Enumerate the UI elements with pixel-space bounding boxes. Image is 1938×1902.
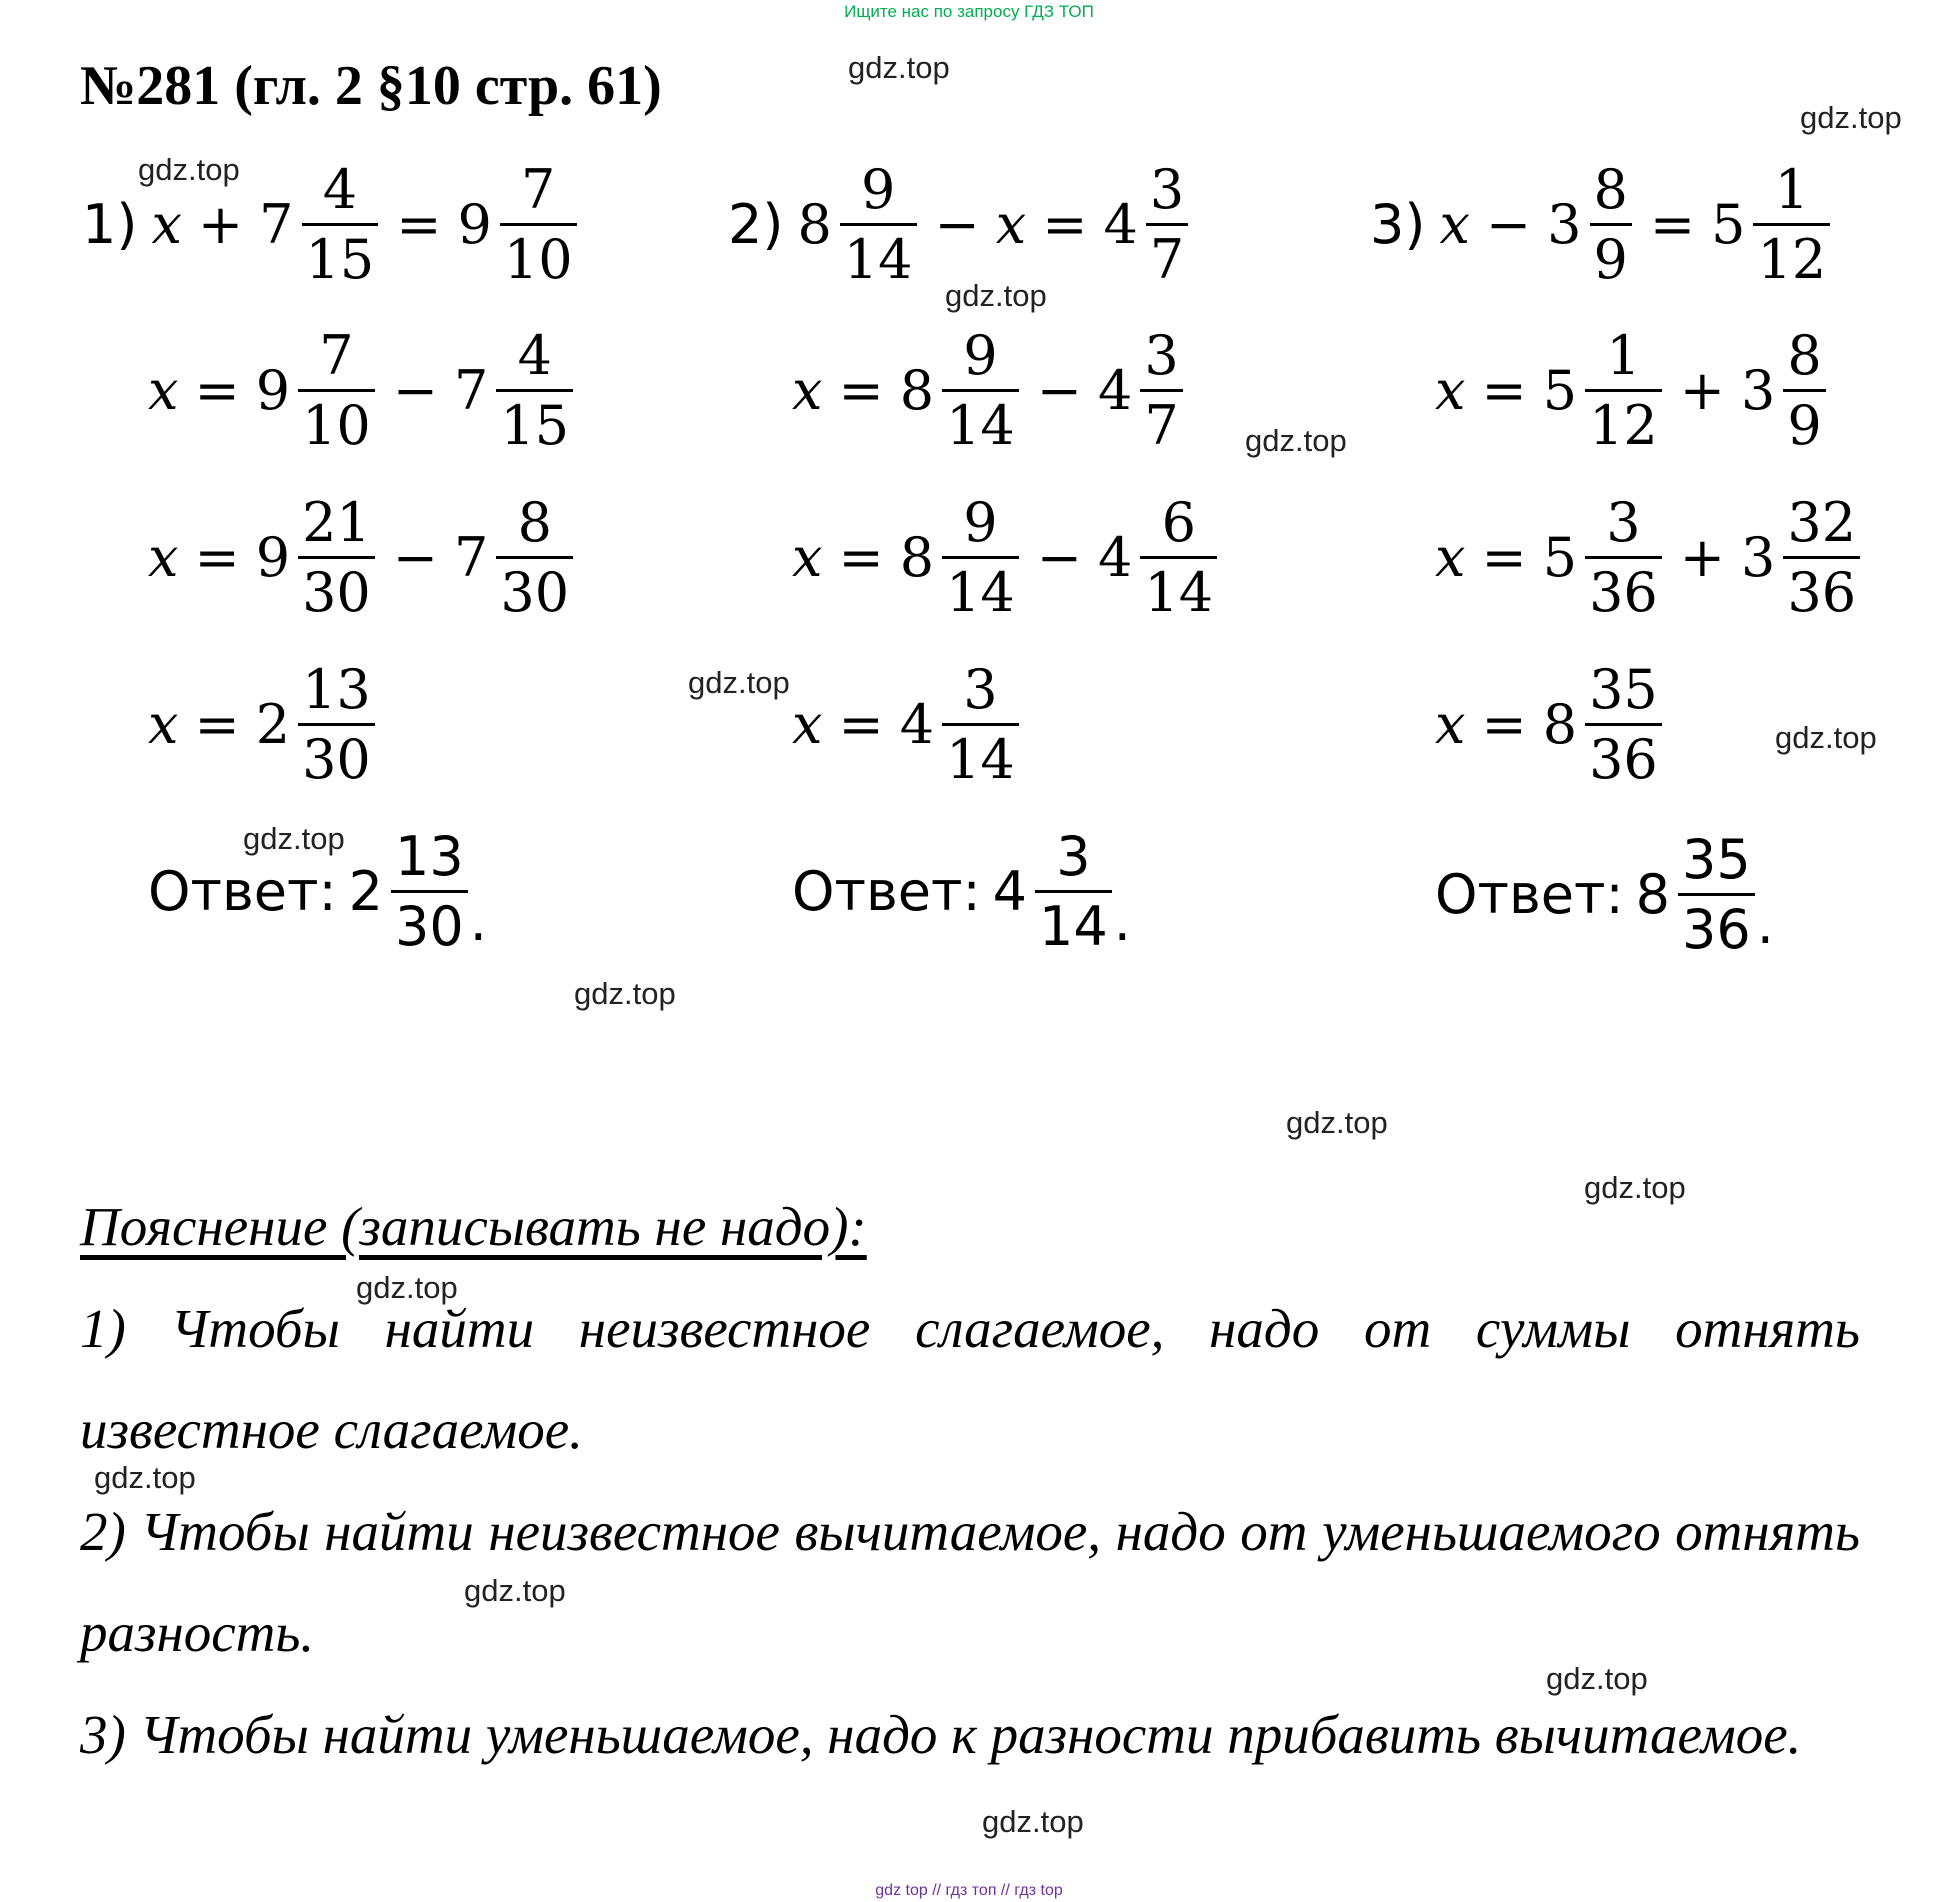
denominator: 30 xyxy=(500,561,570,625)
problem-2-result xyxy=(792,660,1021,790)
whole-part: 4 xyxy=(1098,525,1133,589)
numerator: 8 xyxy=(1787,324,1822,387)
denominator: 14 xyxy=(946,728,1015,792)
whole-part: 8 xyxy=(899,358,935,422)
denominator: 10 xyxy=(503,228,573,292)
fraction-bar xyxy=(496,389,573,392)
watermark: gdz.top xyxy=(1546,1661,1648,1696)
variable-x: x xyxy=(995,192,1027,256)
whole-part: 5 xyxy=(1711,192,1746,256)
fraction xyxy=(391,827,468,957)
variable-x: x xyxy=(792,525,823,589)
page-title: №281 (гл. 2 §10 стр. 61) xyxy=(80,55,662,117)
equals: = xyxy=(194,358,240,422)
denominator: 7 xyxy=(1144,394,1179,458)
variable-x: x xyxy=(1439,192,1470,256)
denominator: 10 xyxy=(302,394,371,458)
watermark: gdz.top xyxy=(1775,720,1877,755)
equals: = xyxy=(194,692,240,756)
operator: − xyxy=(392,358,439,422)
fraction-bar xyxy=(298,723,375,726)
numerator: 3 xyxy=(963,658,998,721)
period: . xyxy=(1756,892,1774,956)
fraction xyxy=(298,660,375,790)
problem-1-answer xyxy=(148,827,487,957)
numerator: 13 xyxy=(395,825,464,888)
fraction-bar xyxy=(391,890,468,893)
fraction-bar xyxy=(1585,556,1662,559)
answer-label: Ответ: xyxy=(148,859,337,923)
denominator: 36 xyxy=(1589,728,1658,792)
problem-label: 1) xyxy=(82,192,138,256)
whole-part: 4 xyxy=(1103,192,1138,256)
problem-2-step-2 xyxy=(792,493,1219,623)
whole-part: 2 xyxy=(348,859,384,923)
problem-3-step-1 xyxy=(1435,326,1828,456)
fraction-bar xyxy=(1783,389,1825,392)
whole-part: 4 xyxy=(1098,358,1133,422)
numerator: 3 xyxy=(1056,825,1091,888)
operator: + xyxy=(1679,525,1726,589)
denominator: 14 xyxy=(1144,561,1214,625)
denominator: 36 xyxy=(1682,898,1751,962)
denominator: 15 xyxy=(305,228,375,292)
whole-part: 4 xyxy=(992,859,1028,923)
numerator: 3 xyxy=(1144,324,1179,387)
fraction xyxy=(942,660,1019,790)
problem-1-result xyxy=(148,660,377,790)
explanation-item-3: 3) Чтобы найти уменьшаемое, надо к разности прибавить вычитаемое. xyxy=(80,1704,1802,1765)
equals: = xyxy=(1649,192,1696,256)
denominator: 14 xyxy=(946,394,1015,458)
fraction-bar xyxy=(1783,556,1860,559)
denominator: 12 xyxy=(1589,394,1658,458)
variable-x: x xyxy=(148,358,179,422)
operator: − xyxy=(1485,192,1532,256)
whole-part: 3 xyxy=(1741,358,1776,422)
variable-x: x xyxy=(1435,358,1466,422)
numerator: 7 xyxy=(521,158,556,221)
numerator: 4 xyxy=(322,158,358,221)
denominator: 36 xyxy=(1589,561,1658,625)
fraction-bar xyxy=(298,556,375,559)
fraction xyxy=(1753,160,1830,290)
period: . xyxy=(1113,889,1131,953)
whole-part: 8 xyxy=(899,525,935,589)
whole-part: 7 xyxy=(454,525,489,589)
variable-x: x xyxy=(1435,692,1466,756)
answer-label: Ответ: xyxy=(1435,862,1624,926)
explanation-heading: Пояснение (записывать не надо): xyxy=(80,1196,867,1257)
fraction xyxy=(496,326,573,456)
whole-part: 4 xyxy=(899,692,935,756)
numerator: 35 xyxy=(1682,828,1751,891)
fraction xyxy=(500,160,577,290)
numerator: 35 xyxy=(1589,658,1658,721)
fraction xyxy=(1035,827,1112,957)
problem-1-equation xyxy=(82,160,579,290)
watermark: gdz.top xyxy=(464,1573,566,1608)
watermark: gdz.top xyxy=(982,1804,1084,1839)
answer-label: Ответ: xyxy=(792,859,981,923)
fraction xyxy=(1140,326,1182,456)
variable-x: x xyxy=(792,692,823,756)
variable-x: x xyxy=(151,192,182,256)
numerator: 8 xyxy=(1593,158,1628,221)
fraction-bar xyxy=(840,223,917,226)
fraction xyxy=(1678,830,1755,960)
operator: − xyxy=(1036,358,1083,422)
footer: gdz top // гдз топ // гдз top xyxy=(875,1882,1063,1899)
watermark: gdz.top xyxy=(243,821,345,856)
numerator: 3 xyxy=(1606,491,1641,554)
fraction xyxy=(840,160,917,290)
equals: = xyxy=(396,192,442,256)
problem-3-answer xyxy=(1435,830,1774,960)
fraction xyxy=(1140,493,1217,623)
whole-part: 8 xyxy=(1542,692,1578,756)
problem-3-result xyxy=(1435,660,1664,790)
whole-part: 2 xyxy=(255,692,291,756)
equals: = xyxy=(194,525,240,589)
denominator: 30 xyxy=(302,728,371,792)
whole-part: 8 xyxy=(1635,862,1671,926)
explanation-item-2: 2) Чтобы найти неизвестное вычитаемое, надо от уменьшаемого отнять разность. xyxy=(80,1501,1860,1663)
watermark: gdz.top xyxy=(848,50,950,85)
fraction-bar xyxy=(496,556,573,559)
watermark: gdz.top xyxy=(688,665,790,700)
problem-label: 3) xyxy=(1370,192,1426,256)
fraction-bar xyxy=(1590,223,1632,226)
fraction xyxy=(302,160,379,290)
numerator: 6 xyxy=(1161,491,1196,554)
whole-part: 9 xyxy=(255,525,291,589)
explanation-item-1: 1) Чтобы найти неизвестное слагаемое, надо от суммы отнять известное слагаемое. xyxy=(80,1298,1860,1460)
numerator: 1 xyxy=(1606,324,1641,387)
fraction xyxy=(1783,493,1860,623)
numerator: 1 xyxy=(1774,158,1810,221)
operator: + xyxy=(197,192,244,256)
fraction xyxy=(942,493,1019,623)
equals: = xyxy=(1481,358,1527,422)
fraction-bar xyxy=(1140,556,1217,559)
numerator: 21 xyxy=(302,491,371,554)
operator: − xyxy=(1036,525,1083,589)
operator: − xyxy=(392,525,439,589)
fraction xyxy=(298,493,375,623)
equals: = xyxy=(838,525,884,589)
fraction-bar xyxy=(942,723,1019,726)
denominator: 9 xyxy=(1787,394,1822,458)
equals: = xyxy=(838,358,884,422)
equals: = xyxy=(838,692,884,756)
denominator: 9 xyxy=(1593,228,1628,292)
watermark: gdz.top xyxy=(94,1460,196,1495)
period: . xyxy=(469,889,487,953)
whole-part: 3 xyxy=(1741,525,1776,589)
problem-3-equation xyxy=(1370,160,1832,290)
equals: = xyxy=(1481,525,1527,589)
watermark: gdz.top xyxy=(356,1270,458,1305)
numerator: 8 xyxy=(517,491,552,554)
top-note: Ищите нас по запросу ГДЗ ТОП xyxy=(844,2,1094,21)
problem-3-step-2 xyxy=(1435,493,1862,623)
fraction-bar xyxy=(942,556,1019,559)
numerator: 4 xyxy=(517,324,552,387)
fraction xyxy=(1146,160,1188,290)
watermark: gdz.top xyxy=(945,278,1047,313)
fraction xyxy=(1783,326,1825,456)
fraction-bar xyxy=(1753,223,1830,226)
watermark: gdz.top xyxy=(1286,1105,1388,1140)
problem-2-equation xyxy=(728,160,1190,290)
denominator: 30 xyxy=(395,895,464,959)
variable-x: x xyxy=(148,692,179,756)
equals: = xyxy=(1042,192,1088,256)
watermark: gdz.top xyxy=(1245,423,1347,458)
fraction-bar xyxy=(1146,223,1188,226)
denominator: 7 xyxy=(1149,228,1185,292)
fraction xyxy=(1585,326,1662,456)
fraction-bar xyxy=(1585,389,1662,392)
fraction-bar xyxy=(1678,893,1755,896)
problem-2-step-1 xyxy=(792,326,1185,456)
numerator: 13 xyxy=(302,658,371,721)
fraction-bar xyxy=(1035,890,1112,893)
fraction-bar xyxy=(1140,389,1182,392)
fraction-bar xyxy=(298,389,375,392)
denominator: 14 xyxy=(946,561,1015,625)
denominator: 14 xyxy=(1039,895,1108,959)
whole-part: 9 xyxy=(255,358,291,422)
variable-x: x xyxy=(1435,525,1466,589)
problem-2-answer xyxy=(792,827,1131,957)
watermark: gdz.top xyxy=(1584,1170,1686,1205)
fraction-bar xyxy=(942,389,1019,392)
watermark: gdz.top xyxy=(138,152,240,187)
problem-1-step-1 xyxy=(148,326,575,456)
numerator: 9 xyxy=(860,158,896,221)
whole-part: 3 xyxy=(1547,192,1582,256)
variable-x: x xyxy=(148,525,179,589)
fraction-bar xyxy=(1585,723,1662,726)
denominator: 12 xyxy=(1757,228,1827,292)
numerator: 9 xyxy=(963,324,998,387)
variable-x: x xyxy=(792,358,823,422)
fraction xyxy=(1585,493,1662,623)
whole-part: 7 xyxy=(259,192,294,256)
denominator: 30 xyxy=(302,561,371,625)
problem-1-step-2 xyxy=(148,493,575,623)
whole-part: 5 xyxy=(1542,525,1578,589)
denominator: 36 xyxy=(1787,561,1857,625)
fraction xyxy=(942,326,1019,456)
fraction xyxy=(496,493,573,623)
problem-label: 2) xyxy=(728,192,784,256)
equals: = xyxy=(1481,692,1527,756)
whole-part: 9 xyxy=(457,192,492,256)
whole-part: 7 xyxy=(454,358,489,422)
fraction xyxy=(298,326,375,456)
whole-part: 5 xyxy=(1542,358,1578,422)
numerator: 7 xyxy=(319,324,354,387)
operator: − xyxy=(934,192,980,256)
denominator: 14 xyxy=(843,228,913,292)
watermark: gdz.top xyxy=(574,976,676,1011)
fraction-bar xyxy=(500,223,577,226)
numerator: 32 xyxy=(1787,491,1857,554)
numerator: 9 xyxy=(963,491,998,554)
fraction-bar xyxy=(302,223,379,226)
fraction xyxy=(1590,160,1632,290)
watermark: gdz.top xyxy=(1800,100,1902,135)
whole-part: 8 xyxy=(797,192,832,256)
operator: + xyxy=(1679,358,1726,422)
numerator: 3 xyxy=(1149,158,1185,221)
fraction xyxy=(1585,660,1662,790)
denominator: 15 xyxy=(500,394,570,458)
